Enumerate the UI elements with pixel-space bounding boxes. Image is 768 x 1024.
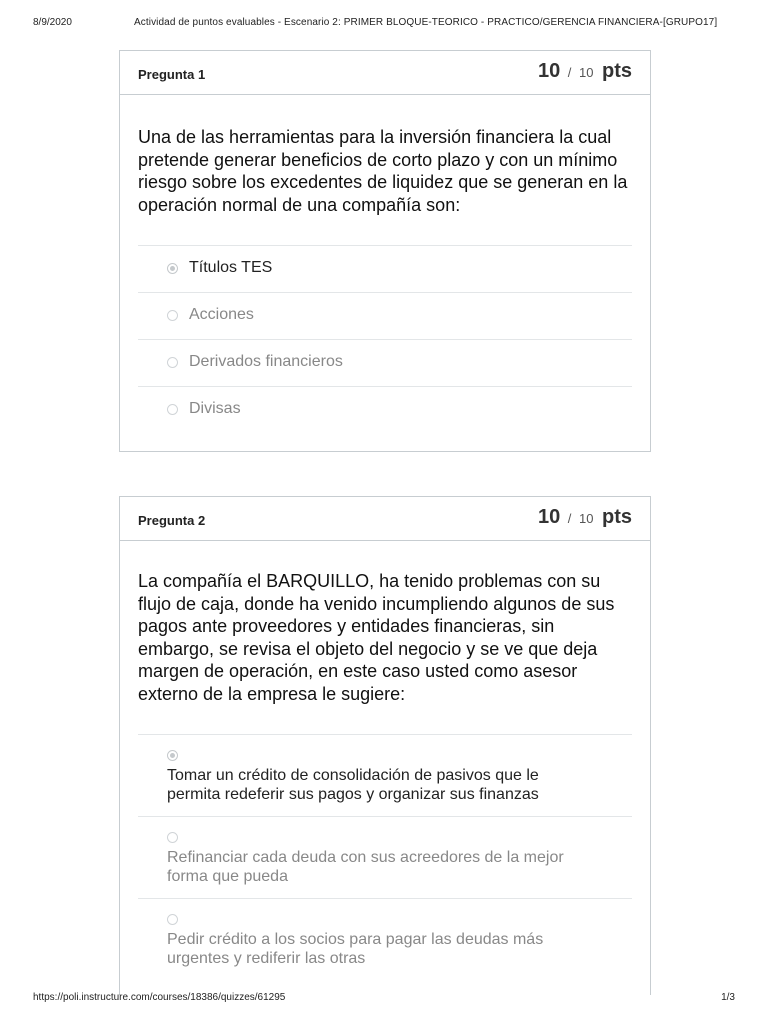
print-footer: [33, 992, 735, 1006]
answer-option[interactable]: [138, 339, 632, 386]
points-label: pts: [602, 60, 632, 82]
radio-icon[interactable]: [167, 310, 178, 321]
print-header: [33, 17, 735, 31]
question-header: [120, 497, 650, 541]
points-label: pts: [602, 506, 632, 528]
answer-option[interactable]: [138, 816, 632, 898]
points-possible: 10: [578, 511, 594, 526]
answer-list: [138, 734, 632, 980]
answer-label: Pedir crédito a los socios para pagar las deudas más urgentes y rediferir las otras: [167, 931, 544, 967]
print-page-title: Actividad de puntos evaluables - Escenario 2: PRIMER BLOQUE-TEORICO - PRACTICO/GERENCIA FINANCIERA-[GRUPO17]: [134, 17, 718, 28]
points-score: 10: [537, 60, 561, 82]
points-possible: 10: [578, 65, 594, 80]
answer-option[interactable]: [138, 292, 632, 339]
answer-label: Acciones: [189, 306, 254, 323]
answer-label: Divisas: [189, 400, 241, 417]
question-header: [120, 51, 650, 95]
radio-selected-icon[interactable]: [167, 750, 178, 761]
answer-label: Derivados financieros: [189, 353, 343, 370]
points-score: 10: [537, 506, 561, 528]
question-text: La compañía el BARQUILLO, ha tenido problemas con su flujo de caja, donde ha venido incumpliendo algunos de sus pagos ante proveedores y entidades financieras, sin embargo, se revisa el objeto del negocio y se ve que deja margen de operación, en este caso usted como asesor externo de la empresa le sugiere:: [138, 571, 615, 704]
answer-label: Refinanciar cada deuda con sus acreedores de la mejor forma que pueda: [167, 849, 564, 885]
answer-label: Tomar un crédito de consolidación de pasivos que le permita redeferir sus pagos y organizar sus finanzas: [167, 767, 539, 803]
answer-option[interactable]: [138, 898, 632, 980]
question-name: Pregunta 1: [138, 67, 206, 82]
radio-icon[interactable]: [167, 832, 178, 843]
question-points: [538, 60, 632, 83]
radio-icon[interactable]: [167, 404, 178, 415]
question-text: Una de las herramientas para la inversión financiera la cual pretende generar beneficios de corto plazo y con un mínimo riesgo sobre los excedentes de liquidez que se generan en la operación normal de una compañía son:: [138, 127, 628, 215]
question-card-2: [119, 496, 651, 995]
radio-icon[interactable]: [167, 914, 178, 925]
points-separator: /: [567, 65, 572, 80]
answer-list: [138, 245, 632, 433]
radio-icon[interactable]: [167, 357, 178, 368]
question-points: [538, 506, 632, 529]
radio-selected-icon[interactable]: [167, 263, 178, 274]
page-url: https://poli.instructure.com/courses/18386/quizzes/61295: [33, 992, 286, 1003]
question-name: Pregunta 2: [138, 513, 206, 528]
page-number: 1/3: [721, 992, 735, 1003]
points-separator: /: [567, 511, 572, 526]
answer-option[interactable]: [138, 386, 632, 433]
answer-option[interactable]: [138, 734, 632, 816]
question-card-1: [119, 50, 651, 452]
answer-label: Títulos TES: [189, 259, 273, 276]
print-date: 8/9/2020: [33, 17, 72, 28]
answer-option[interactable]: [138, 245, 632, 292]
